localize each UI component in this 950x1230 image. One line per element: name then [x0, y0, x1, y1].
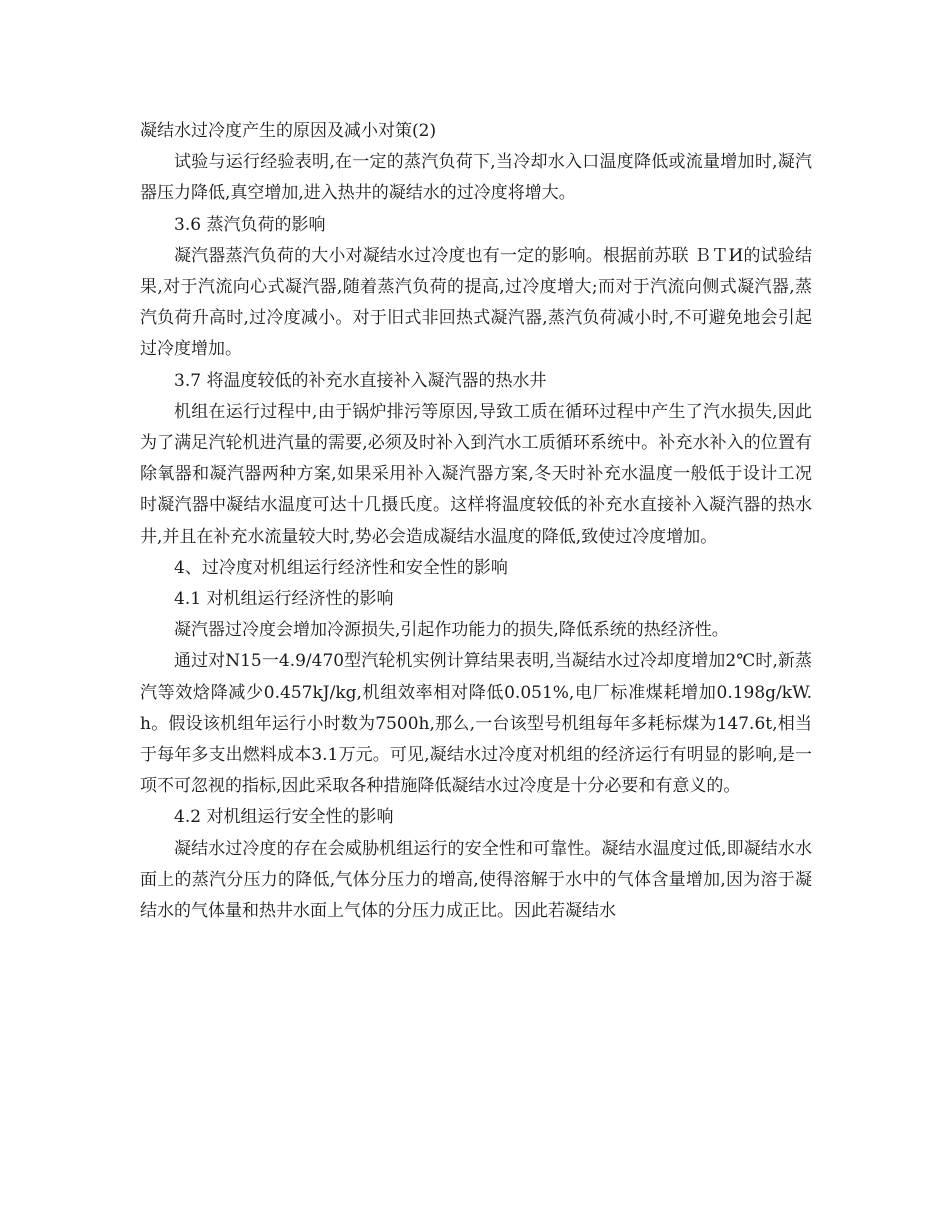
paragraph-cooling-water: 试验与运行经验表明,在一定的蒸汽负荷下,当冷却水入口温度降低或流量增加时,凝汽器压力降低,真空增加,进入热井的凝结水的过冷度将增大。 [140, 152, 812, 204]
paragraph-calculation-example: 通过对N15一4.9/470型汽轮机实例计算结果表明,当凝结水过冷却度增加2℃时,新蒸汽等效焓降减少0.457kJ/kg,机组效率相对降低0.051%,电厂标准煤耗增加0.198g/kW.h。假设该机组年运行小时数为7500h,那么,一台该型号机组每年多耗标煤为147.6t,相当于每年多支出燃料成本3.1万元。可见,凝结水过冷度对机组的经济运行有明显的影响,是一项不可忽视的指标,因此采取各种措施降低凝结水过冷度是十分必要和有意义的。 [140, 651, 812, 797]
paragraph-safety-impact: 凝结水过冷度的存在会威胁机组运行的安全性和可靠性。凝结水温度过低,即凝结水水面上的蒸汽分压力的降低,气体分压力的增高,使得溶解于水中的气体含量增加,因为溶于凝结水的气体量和热井水面上气体的分压力成正比。因此若凝结水 [140, 838, 812, 922]
section-heading-4-1: 4.1 对机组运行经济性的影响 [174, 589, 394, 610]
document-page [140, 116, 812, 927]
section-heading-4: 4、过冷度对机组运行经济性和安全性的影响 [174, 557, 508, 578]
paragraph-steam-load: 凝汽器蒸汽负荷的大小对凝结水过冷度也有一定的影响。根据前苏联 ＢＴИ的试验结果,对于汽流向心式凝汽器,随着蒸汽负荷的提高,过冷度增大;而对于汽流向侧式凝汽器,蒸汽负荷升高时,过冷度减小。对于旧式非回热式凝汽器,蒸汽负荷减小时,不可避免地会引起过冷度增加。 [140, 245, 812, 360]
section-heading-4-2: 4.2 对机组运行安全性的影响 [174, 807, 394, 828]
section-heading-3-6: 3.6 蒸汽负荷的影响 [174, 214, 326, 235]
paragraph-makeup-water: 机组在运行过程中,由于锅炉排污等原因,导致工质在循环过程中产生了汽水损失,因此为了满足汽轮机进汽量的需要,必须及时补入到汽水工质循环系统中。补充水补入的位置有除氧器和凝汽器两种方案,如果采用补入凝汽器方案,冬天时补充水温度一般低于设计工况时凝汽器中凝结水温度可达十几摄氏度。这样将温度较低的补充水直接补入凝汽器的热水井,并且在补充水流量较大时,势必会造成凝结水温度的降低,致使过冷度增加。 [140, 401, 812, 547]
document-title: 凝结水过冷度产生的原因及减小对策(2) [140, 121, 437, 141]
paragraph-cold-source-loss: 凝汽器过冷度会增加冷源损失,引起作功能力的损失,降低系统的热经济性。 [174, 620, 729, 641]
section-heading-3-7: 3.7 将温度较低的补充水直接补入凝汽器的热水井 [174, 370, 547, 391]
